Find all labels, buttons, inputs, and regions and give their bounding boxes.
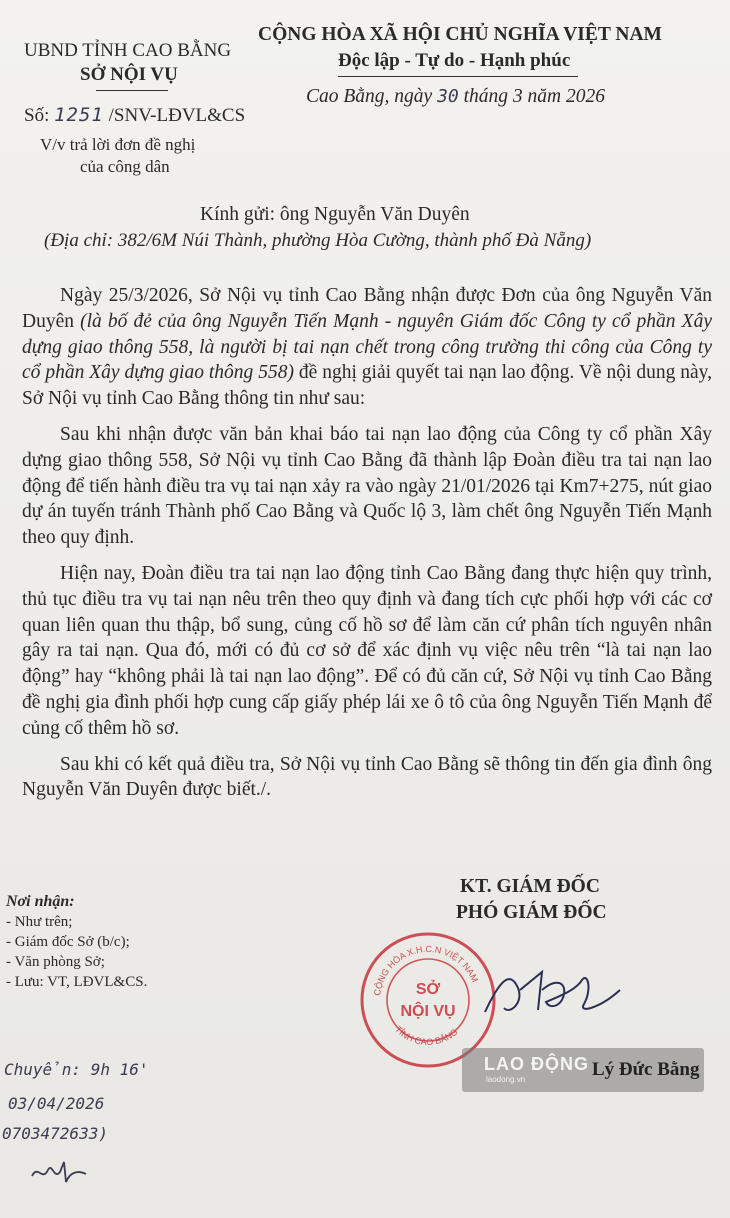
handwritten-note-3: 0703472633) bbox=[2, 1124, 108, 1143]
document-number bbox=[24, 104, 245, 127]
signature-title-2: PHÓ GIÁM ĐỐC bbox=[456, 902, 607, 923]
watermark-site: laodong.vn bbox=[486, 1075, 526, 1084]
recipients-block bbox=[6, 892, 147, 992]
agency-name: UBND TỈNH CAO BẰNG bbox=[24, 40, 232, 61]
seal-center-line-1: SỞ bbox=[415, 981, 441, 998]
handwritten-initials bbox=[30, 1158, 90, 1188]
recipient-item: - Văn phòng Sở; bbox=[6, 954, 105, 970]
addressee-address: (Địa chỉ: 382/6M Núi Thành, phường Hòa Cường, thành phố Đà Nẵng) bbox=[44, 230, 592, 251]
handwritten-signature bbox=[480, 960, 630, 1030]
subject-line-1: V/v trả lời đơn đề nghị bbox=[40, 135, 196, 154]
motto-underline bbox=[338, 76, 578, 77]
date-day-handwritten: 30 bbox=[437, 86, 459, 107]
letter-body bbox=[22, 283, 712, 803]
paragraph-1-parenthetical: (là bố đẻ của ông Nguyễn Tiến Mạnh - nguyên Giám đốc Công ty cổ phần Xây dựng giao thông 558, là người bị tai nạn chết trong công trường thi công của Công ty cổ phần Xây dựng giao thông 558) bbox=[22, 310, 712, 384]
issue-date bbox=[306, 86, 605, 108]
seal-center-line-2: NỘI VỤ bbox=[400, 1003, 456, 1020]
addressee-line: Kính gửi: ông Nguyễn Văn Duyên bbox=[200, 204, 470, 225]
recipients-title: Nơi nhận: bbox=[6, 893, 75, 910]
date-suffix: tháng 3 năm 2026 bbox=[463, 86, 606, 107]
doc-number-suffix: /SNV-LĐVL&CS bbox=[108, 105, 246, 126]
department-underline bbox=[96, 90, 168, 91]
recipient-item: - Như trên; bbox=[6, 914, 73, 930]
handwritten-note-2: 03/04/2026 bbox=[8, 1094, 105, 1113]
recipient-item: - Giám đốc Sở (b/c); bbox=[6, 934, 130, 950]
paragraph-1-lead: Ngày 25/3/2026, Sở Nội vụ tỉnh Cao Bằng nhận được Đơn của ông Nguyễn Văn Duyên bbox=[22, 285, 712, 332]
seal-ring-bottom: TỈNH CAO BẰNG bbox=[393, 1024, 460, 1047]
date-prefix: Cao Bằng, ngày bbox=[306, 86, 433, 107]
recipient-item: - Lưu: VT, LĐVL&CS. bbox=[6, 974, 148, 990]
paragraph-2: Sau khi nhận được văn bản khai báo tai nạn lao động của Công ty cổ phần Xây dựng giao thông 558, Sở Nội vụ tỉnh Cao Bằng đã thành lập Đoàn điều tra tai nạn lao động để tiến hành điều tra vụ tai nạn xảy ra vào ngày 21/01/2026 tại Km7+275, nút giao dự án tuyến tránh Thành phố Cao Bằng và Quốc lộ 3, làm chết ông Nguyễn Tiến Mạnh theo quy định. bbox=[22, 423, 712, 549]
paragraph-1-tail: đề nghị giải quyết tai nạn lao động. Về nội dung này, Sở Nội vụ tỉnh Cao Bằng thông tin như sau: bbox=[22, 362, 713, 410]
signature-title-1: KT. GIÁM ĐỐC bbox=[460, 876, 600, 897]
department-name: SỞ NỘI VỤ bbox=[80, 64, 178, 85]
watermark-brand: LAO ĐỘNG bbox=[484, 1054, 589, 1074]
doc-number-handwritten: 1251 bbox=[54, 104, 104, 126]
subject-line-2: của công dân bbox=[80, 157, 170, 176]
paragraph-4: Sau khi có kết quả điều tra, Sở Nội vụ tỉnh Cao Bằng sẽ thông tin đến gia đình ông Nguyễn Văn Duyên được biết./. bbox=[22, 753, 712, 801]
handwritten-note-1: Chuyển: 9h 16' bbox=[4, 1060, 149, 1079]
watermark-bar bbox=[462, 1048, 704, 1092]
nation-motto: Độc lập - Tự do - Hạnh phúc bbox=[338, 50, 571, 71]
paragraph-3: Hiện nay, Đoàn điều tra tai nạn lao động tỉnh Cao Bằng đang thực hiện quy trình, thủ tục điều tra vụ tai nạn nêu trên theo quy định và đang tích cực phối hợp với các cơ quan liên quan thu thập, bổ sung, củng cố hồ sơ để làm căn cứ phân tích nguyên nhân gây ra tai nạn. Qua đó, mới có đủ cơ sở để xác định vụ việc nêu trên “là tai nạn lao động” hay “không phải là tai nạn lao động”. Để có đủ căn cứ, Sở Nội vụ tỉnh Cao Bằng đề nghị gia đình phối hợp cung cấp giấy phép lái xe ô tô của ông Nguyễn Tiến Mạnh để củng cố thêm hồ sơ. bbox=[22, 562, 712, 739]
nation-title: CỘNG HÒA XÃ HỘI CHỦ NGHĨA VIỆT NAM bbox=[258, 24, 662, 45]
paragraph-1 bbox=[22, 283, 712, 412]
seal-ring-top: CỘNG HÒA X.H.C.N VIỆT NAM bbox=[372, 943, 481, 997]
signatory-name: Lý Đức Bằng bbox=[592, 1059, 700, 1080]
doc-number-prefix: Số: bbox=[24, 105, 50, 126]
